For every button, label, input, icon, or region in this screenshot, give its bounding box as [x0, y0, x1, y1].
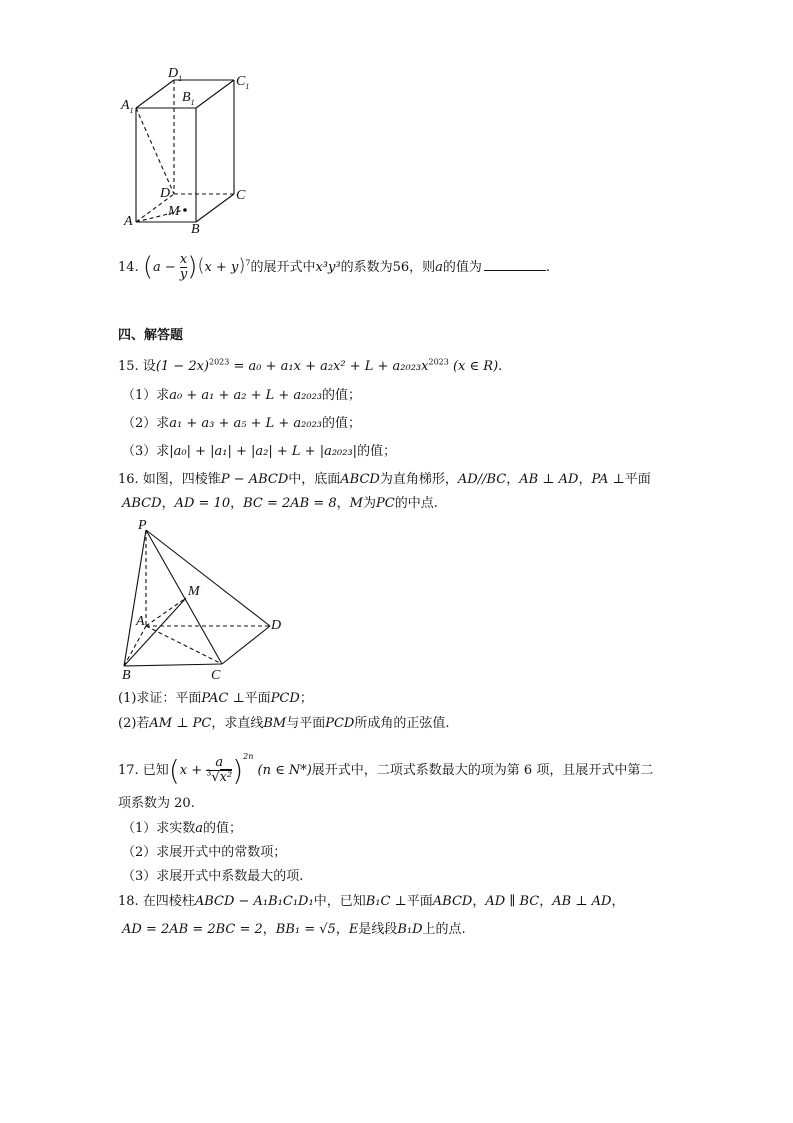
question-18-line-1: 18. 在四棱柱ABCD − A₁B₁C₁D₁中，已知B₁C ⊥平面ABCD，AD ∥ BC，AB ⊥ AD， [118, 894, 625, 909]
pyramid-label-p: P [138, 518, 147, 533]
label-b: B [191, 222, 200, 237]
question-16-part-2: (2)若AM ⊥ PC，求直线BM与平面PCD所成角的正弦值. [118, 716, 450, 731]
label-d1: $D_1$ [168, 66, 183, 83]
question-15-part-3: （3）求|a₀| + |a₁| + |a₂| + L + |a₂₀₂₃|的值； [122, 444, 397, 459]
question-16-part-1: (1)求证：平面PAC ⊥平面PCD； [118, 691, 313, 706]
label-c: C [236, 188, 246, 203]
question-15-part-1: （1）求a₀ + a₁ + a₂ + L + a₂₀₂₃的值； [122, 388, 362, 403]
label-c1: $C_1$ [236, 74, 250, 91]
question-17: 17. 已知(x + $\frac{a}{^3√x^2}$ )$^{2n}$ (n ∈ N*)展开式中，二项式系数最大的项为第 6 项，且展开式中第二 [118, 751, 654, 787]
question-17-part-3: （3）求展开式中系数最大的项. [122, 869, 304, 884]
question-15-part-2: （2）求a₁ + a₃ + a₅ + L + a₂₀₂₃的值； [122, 416, 362, 431]
question-17-part-1: （1）求实数a的值； [122, 821, 243, 836]
pyramid-label-m: M [188, 584, 200, 599]
label-a: A [124, 214, 133, 229]
question-18-line-2: AD = 2AB = 2BC = 2，BB₁ = √5，E是线段B₁D上的点. [122, 922, 466, 937]
point-m [183, 208, 187, 212]
label-b1: $B_1$ [182, 90, 195, 107]
label-m: M [168, 204, 180, 219]
label-a1: $A_1$ [121, 98, 134, 115]
question-17-line-2: 项系数为 20. [118, 796, 195, 811]
pyramid-figure [118, 518, 288, 683]
question-14: 14. (a − $\frac{x}{y}$ )$(x + y)^7$的展开式中x³y³的系数为56，则a的值为 . [118, 252, 551, 282]
answer-blank[interactable] [484, 258, 546, 271]
label-d: D [160, 186, 171, 201]
question-16-line-1: 16. 如图，四棱锥P − ABCD中，底面ABCD为直角梯形，AD//BC，AB ⊥ AD，PA ⊥平面 [118, 472, 651, 487]
cuboid-figure [118, 62, 278, 242]
pyramid-label-a: A [136, 614, 145, 629]
pyramid-label-d: D [271, 618, 282, 633]
pyramid-label-c: C [211, 668, 221, 683]
pyramid-label-b: B [122, 668, 131, 683]
section-title: 四、解答题 [118, 328, 184, 343]
question-15: 15. 设$(1 - 2x)^{2023} = a_0 + a_1x + a_2x^2 + L + a_{2023}x^{2023}$ (x ∈ R). [118, 357, 503, 374]
question-16-line-2: ABCD，AD = 10，BC = 2AB = 8，M为PC的中点. [122, 496, 438, 511]
question-17-part-2: （2）求展开式中的常数项； [122, 845, 287, 860]
